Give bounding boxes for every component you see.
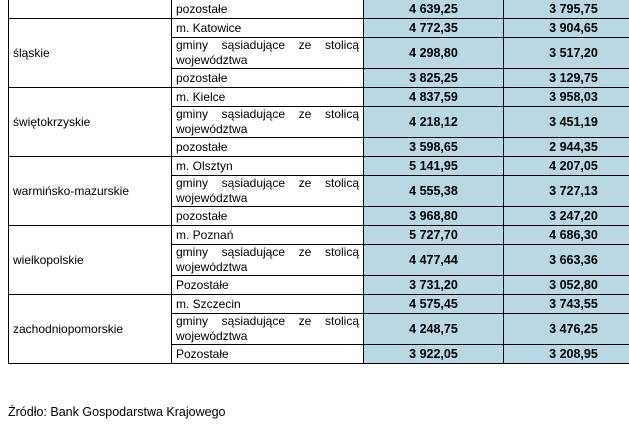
value-cell-col2: 3 451,19	[504, 107, 629, 138]
value-cell-col2: 3 208,95	[504, 345, 629, 364]
value-cell-col1: 3 825,25	[364, 69, 504, 88]
table-row	[9, 295, 629, 314]
value-cell-col1: 4 639,25	[364, 0, 504, 19]
value-cell-col2: 3 129,75	[504, 69, 629, 88]
value-cell-col2: 3 517,20	[504, 38, 629, 69]
subregion-cell: pozostałe	[172, 138, 364, 157]
value-cell-col2: 3 247,20	[504, 207, 629, 226]
table-row	[9, 157, 629, 176]
value-cell-col2: 4 686,30	[504, 226, 629, 245]
subregion-cell: gminy sąsiadujące ze stolicą województwa	[172, 176, 364, 207]
subregion-cell: gminy sąsiadujące ze stolicą województwa	[172, 38, 364, 69]
region-cell: warmińsko-mazurskie	[9, 157, 172, 226]
subregion-cell: pozostałe	[172, 0, 364, 19]
subregion-cell: Pozostałe	[172, 276, 364, 295]
value-cell-col2: 3 476,25	[504, 314, 629, 345]
value-cell-col2: 3 958,03	[504, 88, 629, 107]
value-cell-col2: 3 727,13	[504, 176, 629, 207]
value-cell-col1: 4 555,38	[364, 176, 504, 207]
region-cell: świętokrzyskie	[9, 88, 172, 157]
subregion-cell: m. Szczecin	[172, 295, 364, 314]
subregion-cell: pozostałe	[172, 207, 364, 226]
region-cell: wielkopolskie	[9, 226, 172, 295]
region-cell: śląskie	[9, 19, 172, 88]
value-cell-col2: 2 944,35	[504, 138, 629, 157]
subregion-cell: m. Katowice	[172, 19, 364, 38]
value-cell-col1: 4 575,45	[364, 295, 504, 314]
subregion-cell: gminy sąsiadujące ze stolicą województwa	[172, 245, 364, 276]
subregion-cell: gminy sąsiadujące ze stolicą województwa	[172, 107, 364, 138]
subregion-cell: m. Kielce	[172, 88, 364, 107]
value-cell-col2: 3 052,80	[504, 276, 629, 295]
value-cell-col1: 5 141,95	[364, 157, 504, 176]
value-cell-col1: 3 731,20	[364, 276, 504, 295]
table-row	[9, 19, 629, 38]
subregion-cell: m. Olsztyn	[172, 157, 364, 176]
region-cell	[9, 0, 172, 19]
source-note: Źródło: Bank Gospodarstwa Krajowego	[8, 405, 226, 419]
table-row	[9, 226, 629, 245]
value-cell-col1: 3 598,65	[364, 138, 504, 157]
value-cell-col1: 3 922,05	[364, 345, 504, 364]
value-cell-col1: 5 727,70	[364, 226, 504, 245]
value-cell-col2: 3 743,55	[504, 295, 629, 314]
table-row	[9, 88, 629, 107]
value-cell-col2: 3 904,65	[504, 19, 629, 38]
value-cell-col2: 3 795,75	[504, 0, 629, 19]
value-cell-col1: 4 837,59	[364, 88, 504, 107]
value-cell-col1: 4 218,12	[364, 107, 504, 138]
value-cell-col2: 4 207,05	[504, 157, 629, 176]
value-cell-col1: 4 477,44	[364, 245, 504, 276]
value-cell-col1: 4 772,35	[364, 19, 504, 38]
subregion-cell: Pozostałe	[172, 345, 364, 364]
price-table-body	[9, 0, 629, 364]
value-cell-col1: 3 968,80	[364, 207, 504, 226]
price-table	[8, 0, 629, 364]
table-row	[9, 0, 629, 19]
value-cell-col1: 4 298,80	[364, 38, 504, 69]
subregion-cell: m. Poznań	[172, 226, 364, 245]
region-cell: zachodniopomorskie	[9, 295, 172, 364]
value-cell-col2: 3 663,36	[504, 245, 629, 276]
value-cell-col1: 4 248,75	[364, 314, 504, 345]
subregion-cell: gminy sąsiadujące ze stolicą województwa	[172, 314, 364, 345]
subregion-cell: pozostałe	[172, 69, 364, 88]
